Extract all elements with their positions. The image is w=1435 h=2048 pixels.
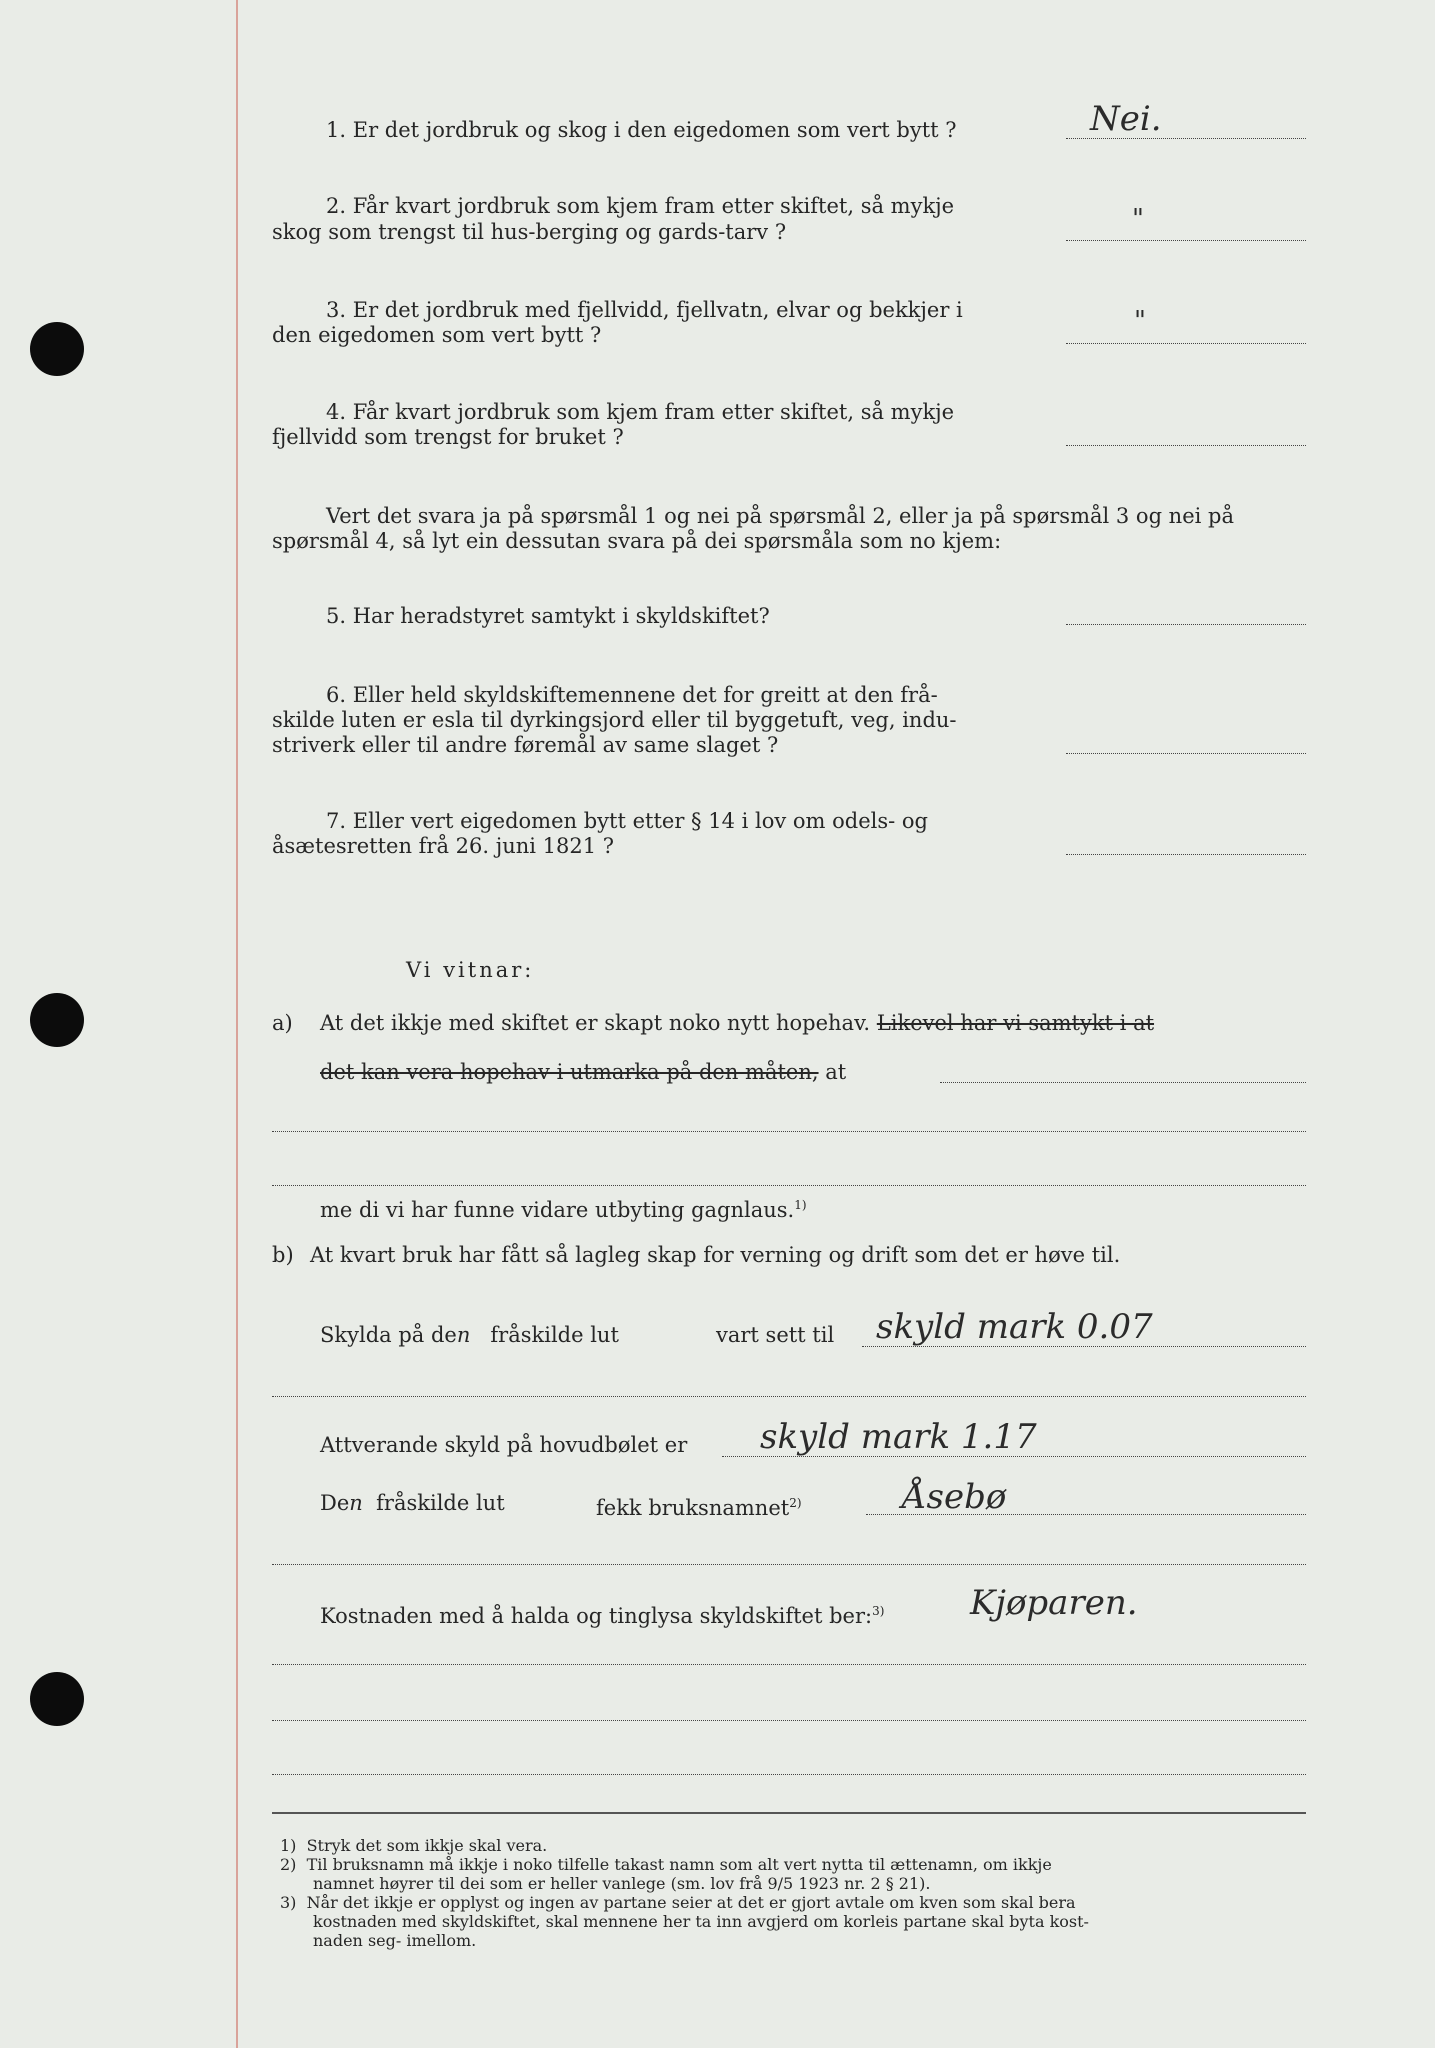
attverande-label: Attverande skyld på hovudbølet er [320,1433,688,1457]
kostnad-label: Kostnaden med å halda og tinglysa skyldskiftet ber:$^{3)}$ [320,1604,885,1628]
footnote-2-line2: namnet høyrer til dei som er heller vanlege (sm. lov frå 9/5 1923 nr. 2 § 21). [313,1874,931,1893]
witness-a-label: a) [272,1011,293,1035]
intro-line2: spørsmål 4, så lyt ein dessutan svara på dei spørsmåla som no kjem: [272,529,1002,553]
witness-b-label: b) [272,1243,294,1267]
witness-heading: Vi vitnar: [406,958,535,982]
question-2-line1: 2. Får kvart jordbruk som kjem fram etter skiftet, så mykje [326,194,955,218]
blank-line [272,1564,1306,1565]
bruksnamn-hand-n: n [349,1491,363,1515]
witness-a-text: At det ikkje med skiftet er skapt noko nytt hopehav. [320,1011,871,1035]
question-3-line2: den eigedomen som vert bytt ? [272,323,602,347]
punch-hole [30,993,84,1047]
question-2-line2: skog som trengst til hus-berging og gards-tarv ? [272,220,787,244]
margin-line [236,0,238,2048]
blank-line [272,1774,1306,1775]
witness-a-after: at [825,1060,847,1084]
skylda-value-line [862,1346,1306,1347]
question-7-line2: åsætesretten frå 26. juni 1821 ? [272,834,615,858]
footnote-2: 2) Til bruksnamn må ikkje i noko tilfelle takast namn som alt vert nytta til ættenamn, om ikkje [280,1855,1052,1874]
skylda-label3: vart sett til [716,1323,835,1347]
footnote-3: 3) Når det ikkje er opplyst og ingen av partane seier at det er gjort avtale om kven som skal bera [280,1893,1076,1912]
skylda-value-handwritten: skyld mark 0.07 [876,1307,1153,1347]
answer-2-handwritten: " [1132,204,1144,234]
question-7-line1: 7. Eller vert eigedomen bytt etter § 14 i lov om odels- og [326,809,928,833]
witness-a-struck2: det kan vera hopehav i utmarka på den måten, [320,1060,819,1084]
blank-line [272,1664,1306,1665]
answer-3-line [1066,343,1306,344]
answer-5-line [1066,624,1306,625]
witness-a-line2 [320,1059,846,1085]
answer-6-line [1066,753,1306,754]
bruksnamn-label: Den fråskilde lut [320,1491,505,1515]
answer-7-line [1066,854,1306,855]
witness-a-line1 [320,1010,1154,1036]
answer-1-handwritten: Nei. [1090,99,1162,139]
answer-2-line [1066,240,1306,241]
footnote-1: 1) Stryk det som ikkje skal vera. [280,1836,548,1855]
answer-3-handwritten: " [1134,306,1146,336]
witness-b-text: At kvart bruk har fått så lagleg skap for verning og drift som det er høve til. [310,1243,1121,1267]
witness-a-blank-line [272,1185,1306,1186]
question-3-line1: 3. Er det jordbruk med fjellvidd, fjellvatn, elvar og bekkjer i [326,298,963,322]
question-1: 1. Er det jordbruk og skog i den eigedomen som vert bytt ? [326,118,957,142]
witness-a-end: me di vi har funne vidare utbyting gagnlaus.$^{1)}$ [320,1198,807,1222]
question-4-line2: fjellvidd som trengst for bruket ? [272,425,624,449]
kostnad-value-handwritten: Kjøparen. [970,1583,1138,1623]
intro-line1: Vert det svara ja på spørsmål 1 og nei på spørsmål 2, eller ja på spørsmål 3 og nei på [326,504,1234,528]
question-6-line1: 6. Eller held skyldskiftemennene det for greitt at den frå- [326,683,938,707]
blank-line [272,1720,1306,1721]
punch-hole [30,322,84,376]
skylda-label: Skylda på den fråskilde lut [320,1323,619,1347]
witness-a-struck1: Likevel har vi samtykt i at [876,1011,1155,1035]
question-5: 5. Har heradstyret samtykt i skyldskiftet? [326,604,770,628]
question-6-line3: striverk eller til andre føremål av same slaget ? [272,733,779,757]
attverande-value-handwritten: skyld mark 1.17 [760,1417,1037,1457]
punch-hole [30,1672,84,1726]
footnote-rule [272,1812,1306,1814]
answer-1-line [1066,138,1306,139]
answer-4-line [1066,445,1306,446]
footnote-3-line3: naden seg- imellom. [313,1931,477,1950]
blank-line [272,1396,1306,1397]
question-6-line2: skilde luten er esla til dyrkingsjord eller til byggetuft, veg, indu- [272,708,957,732]
attverande-value-line [722,1456,1306,1457]
question-4-line1: 4. Får kvart jordbruk som kjem fram etter skiftet, så mykje [326,400,955,424]
bruksnamn-label3: fekk bruksnamnet$^{2)}$ [596,1496,802,1520]
bruksnamn-value-handwritten: Åsebø [902,1477,1007,1517]
bruksnamn-value-line [866,1514,1306,1515]
skylda-hand-n: n [456,1323,471,1347]
witness-a-line2-blank [940,1082,1306,1083]
witness-a-blank-line [272,1131,1306,1132]
footnote-3-line2: kostnaden med skyldskiftet, skal mennene her ta inn avgjerd om korleis partane skal byta kost- [313,1912,1089,1931]
